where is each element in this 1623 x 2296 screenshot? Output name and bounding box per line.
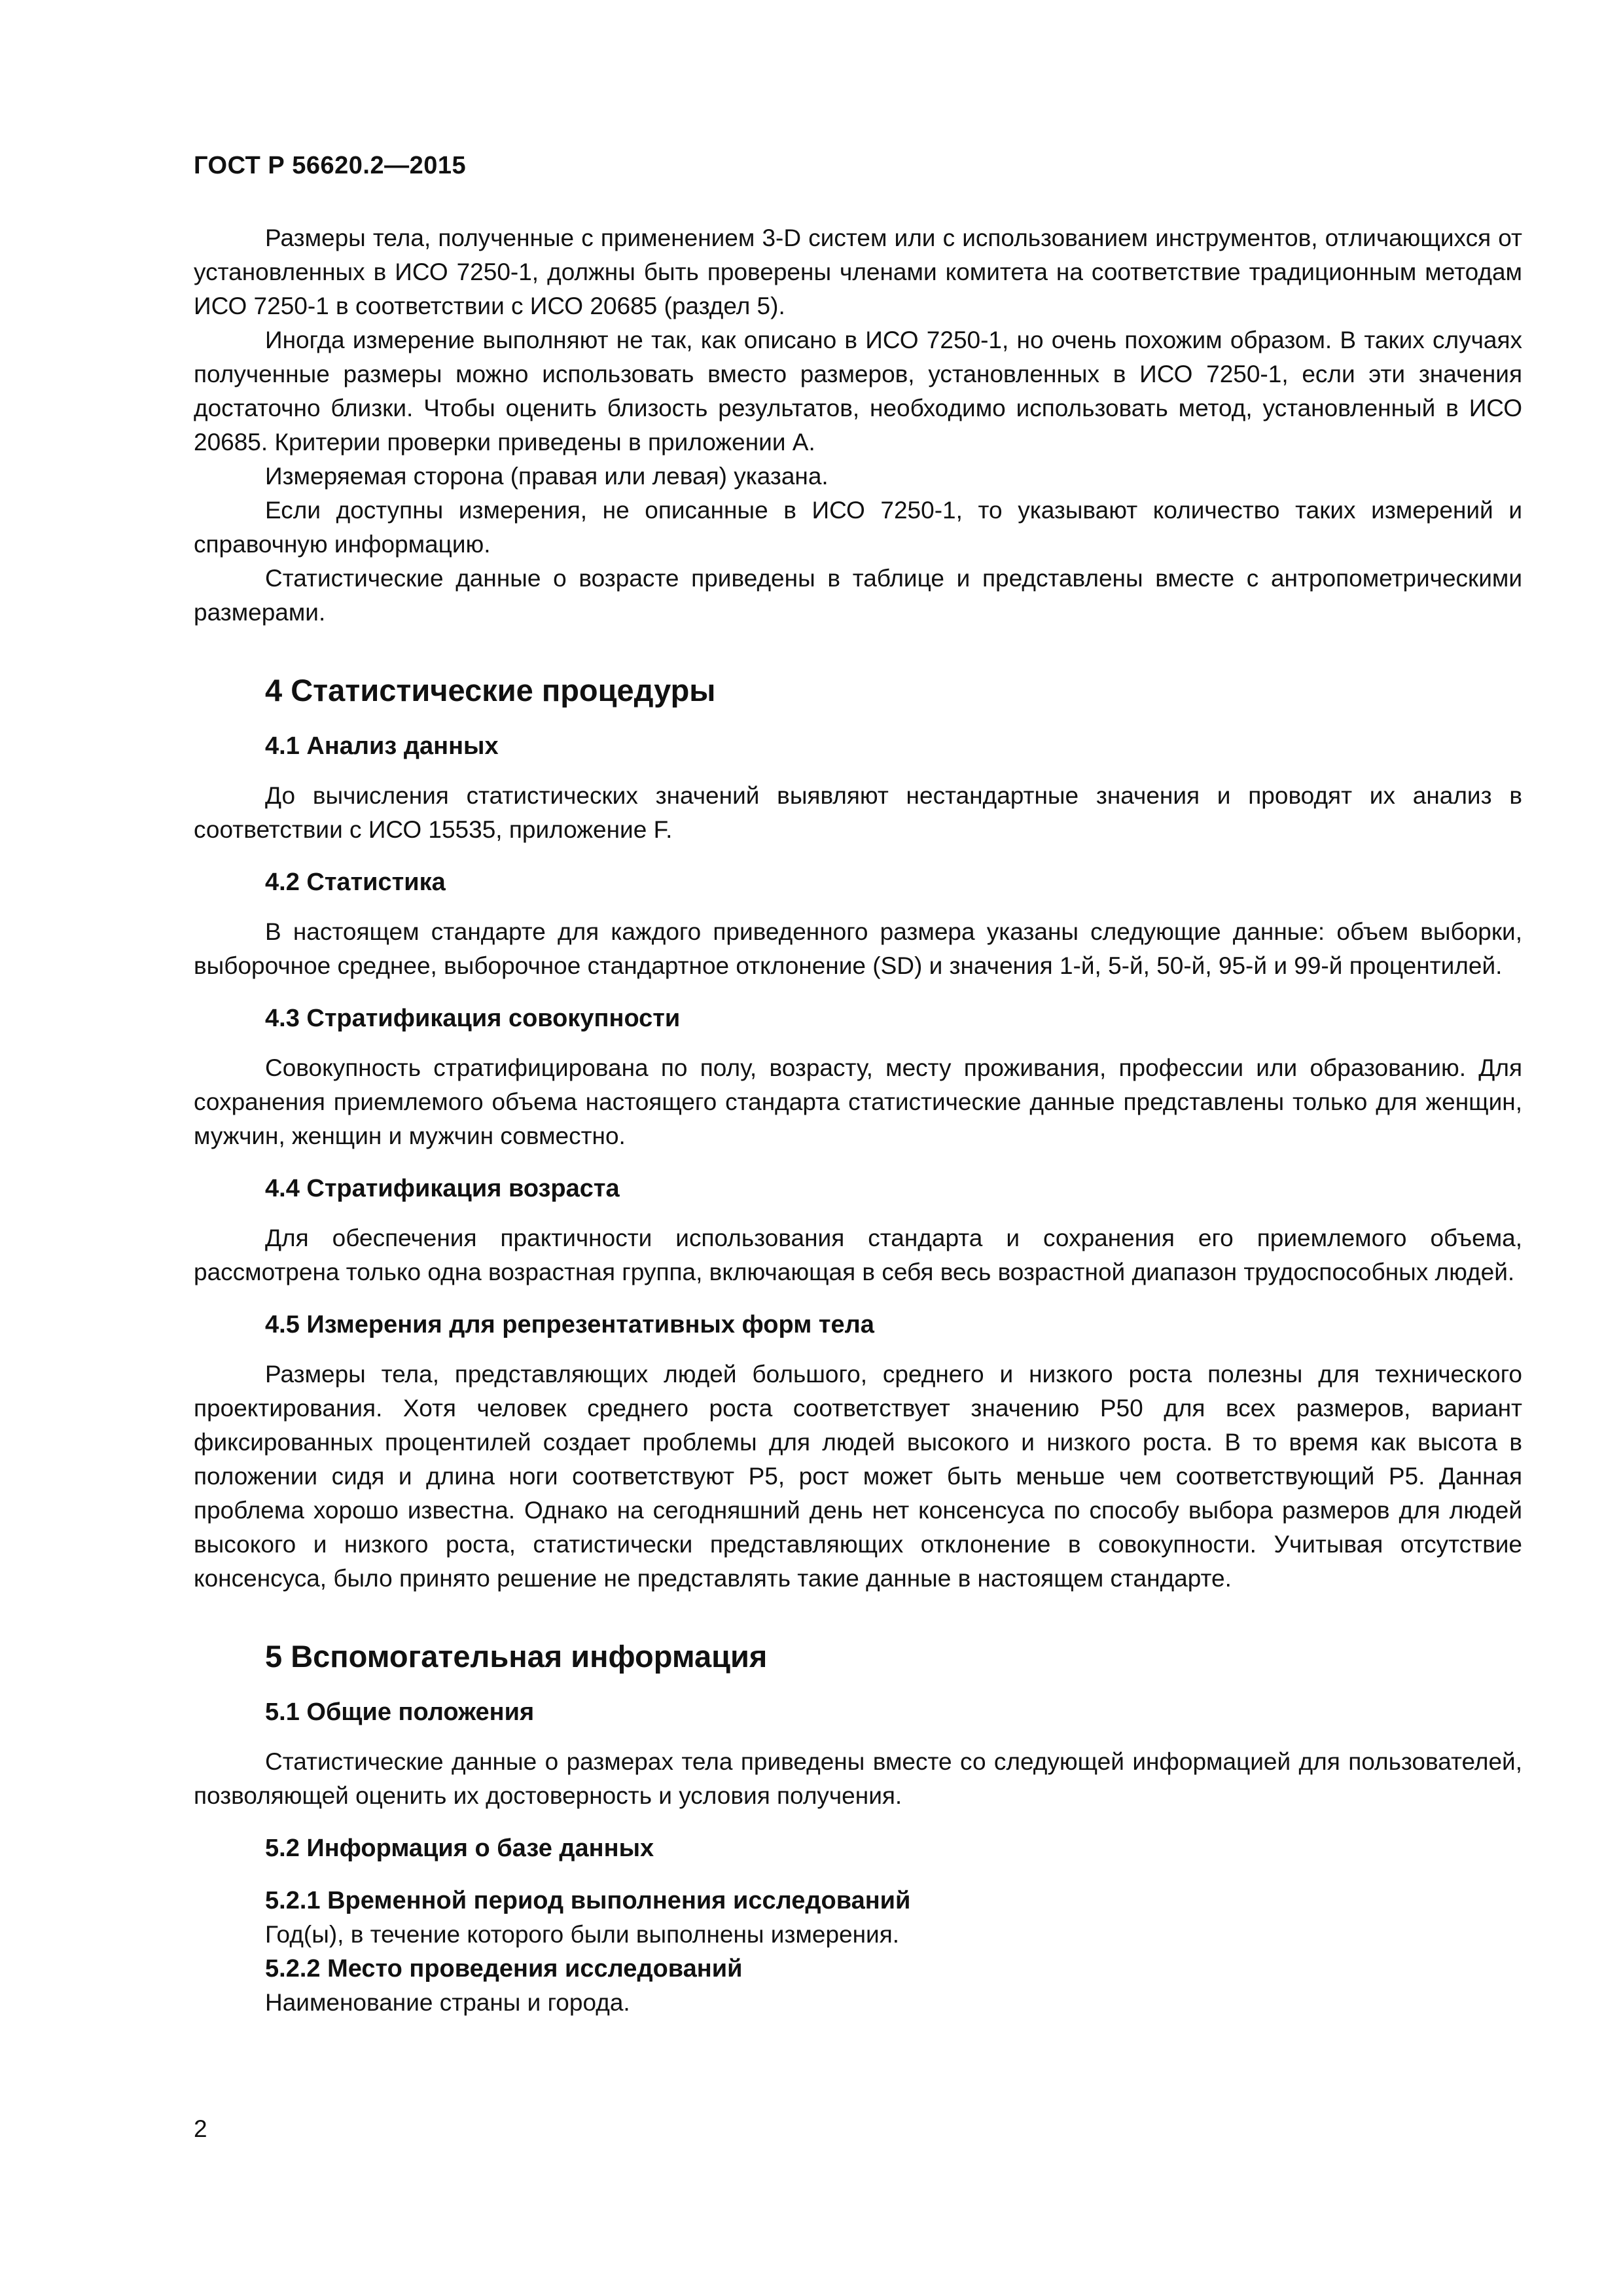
intro-paragraph-2: Иногда измерение выполняют не так, как описано в ИСО 7250-1, но очень похожим образом. В таких случаях полученные размеры можно использовать вместо размеров, установленных в ИСО 7250-1, если эти значения достаточно близки. Чтобы оценить близость результатов, необходимо использовать метод, установленный в ИСО 20685. Критерии проверки приведены в приложении А. <box>194 327 1522 456</box>
document-id-header: ГОСТ Р 56620.2—2015 <box>194 152 467 179</box>
section-4-1-text: До вычисления статистических значений выявляют нестандартные значения и проводят их анализ в соответствии с ИСО 15535, приложение F. <box>194 782 1522 843</box>
section-4-3-heading: 4.3 Стратификация совокупности <box>265 1005 681 1032</box>
section-5-2-2-heading: 5.2.2 Место проведения исследований <box>265 1955 743 1982</box>
section-4-5-text: Размеры тела, представляющих людей большого, среднего и низкого роста полезны для технического проектирования. Хотя человек среднего роста соответствует значению Р50 для всех размеров, вариант фиксированных процентилей создает проблемы для людей высокого и низкого роста. В то время как высота в положении сидя и длина ноги соответствуют Р5, рост может быть меньше чем соответствующий Р5. Данная проблема хорошо известна. Однако на сегодняшний день нет консенсуса по способу выбора размеров для людей высокого и низкого роста, статистически представляющих отклонение в совокупности. Учитывая отсутствие консенсуса, было принято решение не представлять такие данные в настоящем стандарте. <box>194 1361 1522 1592</box>
section-4-1-heading: 4.1 Анализ данных <box>265 732 499 760</box>
page-number: 2 <box>194 2115 207 2142</box>
section-4-2-heading: 4.2 Статистика <box>265 869 446 896</box>
section-4-4-text: Для обеспечения практичности использования стандарта и сохранения его приемлемого объема, рассмотрена только одна возрастная группа, включающая в себя весь возрастной диапазон трудоспособных людей. <box>194 1225 1522 1285</box>
section-5-1-text: Статистические данные о размерах тела приведены вместе со следующей информацией для пользователей, позволяющей оценить их достоверность и условия получения. <box>194 1748 1522 1809</box>
section-4-4-heading: 4.4 Стратификация возраста <box>265 1175 620 1202</box>
section-5-2-1-heading: 5.2.1 Временной период выполнения исследований <box>265 1887 911 1914</box>
section-5-2-heading: 5.2 Информация о базе данных <box>265 1835 654 1862</box>
intro-paragraph-3: Измеряемая сторона (правая или левая) указана. <box>265 463 829 490</box>
section-4-2-text: В настоящем стандарте для каждого приведенного размера указаны следующие данные: объем выборки, выборочное среднее, выборочное стандартное отклонение (SD) и значения 1-й, 5-й, 50-й, 95-й и 99-й процентилей. <box>194 918 1522 979</box>
section-5-1-heading: 5.1 Общие положения <box>265 1698 535 1726</box>
intro-paragraph-5: Статистические данные о возрасте приведены в таблице и представлены вместе с антропометрическими размерами. <box>194 565 1522 626</box>
document-body <box>194 221 1522 2020</box>
section-4-5-heading: 4.5 Измерения для репрезентативных форм тела <box>265 1311 874 1338</box>
section-5-2-2-text: Наименование страны и города. <box>265 1989 630 2016</box>
section-5-2-1-text: Год(ы), в течение которого были выполнены измерения. <box>265 1921 900 1948</box>
intro-paragraph-4: Если доступны измерения, не описанные в ИСО 7250-1, то указывают количество таких измерений и справочную информацию. <box>194 497 1522 558</box>
section-4-heading: 4 Статистические процедуры <box>265 673 716 708</box>
intro-paragraph-1: Размеры тела, полученные с применением 3-D систем или с использованием инструментов, отличающихся от установленных в ИСО 7250-1, должны быть проверены членами комитета на соответствие традиционным методам ИСО 7250-1 в соответствии с ИСО 20685 (раздел 5). <box>194 224 1522 319</box>
section-4-3-text: Совокупность стратифицирована по полу, возрасту, месту проживания, профессии или образованию. Для сохранения приемлемого объема настоящего стандарта статистические данные представлены только для женщин, мужчин, женщин и мужчин совместно. <box>194 1054 1522 1149</box>
section-5-heading: 5 Вспомогательная информация <box>265 1639 768 1674</box>
